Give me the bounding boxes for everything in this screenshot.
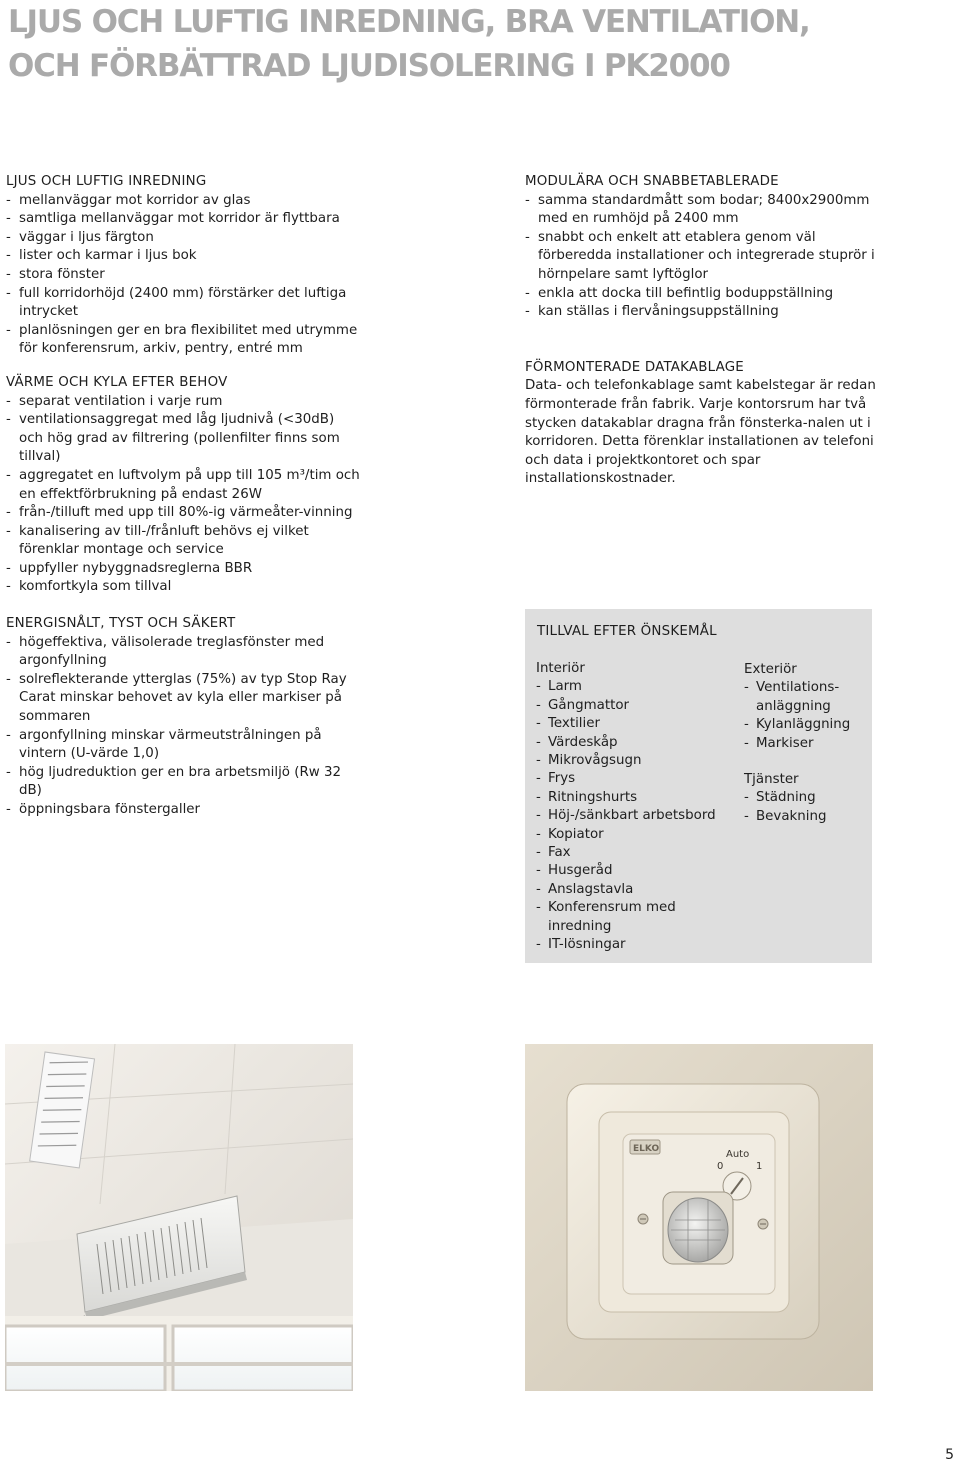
list-item: - kanalisering av till-/frånluft behövs ej vilket förenklar montage och service [6, 523, 362, 560]
right-column [525, 173, 885, 504]
list-item: - samma standardmått som bodar; 8400x2900mm med en rumhöjd på 2400 mm [525, 192, 885, 229]
left-column [6, 173, 362, 835]
section-heading: MODULÄRA OCH SNABBETABLERADE [525, 174, 779, 189]
section-heading: ENERGISNÅLT, TYST OCH SÄKERT [6, 616, 236, 632]
bullet-list [6, 393, 362, 598]
dial-one-label: 1 [756, 1161, 763, 1172]
options-box [525, 609, 872, 963]
options-subheading: Exteriör [744, 662, 797, 677]
list-item: - full korridorhöjd (2400 mm) förstärker det luftiga intrycket [6, 285, 362, 322]
elko-logo: ELKO [633, 1144, 660, 1154]
list-item: - Värdeskåp [536, 734, 736, 752]
bullet-list [744, 679, 869, 753]
list-item: - Ventilations-anläggning [744, 679, 869, 716]
options-subheading: Tjänster [744, 772, 799, 788]
section-heading: VÄRME OCH KYLA EFTER BEHOV [6, 374, 228, 390]
list-item: - Kylanläggning [744, 716, 869, 734]
list-item: - Frys [536, 770, 736, 788]
section-light-interior [6, 173, 362, 359]
list-item: - mellanväggar mot korridor av glas [6, 192, 362, 211]
list-item: - lister och karmar i ljus bok [6, 247, 362, 266]
list-item: - aggregatet en luftvolym på upp till 105 m³/tim och en effektförbrukning på endast 26W [6, 467, 362, 504]
list-item: - Mikrovågsugn [536, 752, 736, 770]
list-item: - Bevakning [744, 808, 869, 826]
page-title [8, 0, 948, 88]
list-item: - ventilationsaggregat med låg ljudnivå (<30dB) och hög grad av filtrering (pollenfilter finns som tillval) [6, 411, 362, 467]
list-item: - öppningsbara fönstergaller [6, 801, 362, 820]
list-item: - från-/tilluft med upp till 80%-ig värmeåter-vinning [6, 504, 362, 523]
list-item: - uppfyller nybyggnadsreglerna BBR [6, 560, 362, 579]
section-modular [525, 173, 885, 322]
list-item: - kan ställas i flervåningsuppställning [525, 303, 885, 322]
list-item: - Textilier [536, 715, 736, 733]
list-item: - samtliga mellanväggar mot korridor är flyttbara [6, 210, 362, 229]
section-data-cabling [525, 359, 885, 489]
page-title-line1: LJUS OCH LUFTIG INREDNING, BRA VENTILATION, [8, 4, 810, 40]
page-number: 5 [945, 1447, 954, 1463]
list-item: - solreflekterande ytterglas (75%) av typ Stop Ray Carat minskar behovet av kyla eller markiser på sommaren [6, 671, 362, 727]
section-heating-cooling [6, 374, 362, 597]
list-item: - snabbt och enkelt att etablera genom väl förberedda installationer och integrerade stuprör i hörnpelare samt lyftöglor [525, 229, 885, 285]
list-item: - argonfyllning minskar värmeutstrålningen på vintern (U-värde 1,0) [6, 727, 362, 764]
list-item: - väggar i ljus färgton [6, 229, 362, 248]
options-subheading: Interiör [536, 661, 585, 676]
bullet-list [6, 192, 362, 359]
list-item: - Konferensrum med inredning [536, 899, 736, 936]
list-item: - planlösningen ger en bra flexibilitet med utrymme för konferensrum, arkiv, pentry, entré mm [6, 322, 362, 359]
ventilation-unit-photo [5, 1044, 353, 1391]
section-paragraph: Data- och telefonkablage samt kabelstegar är redan förmonterade från fabrik. Varje kontorsrum har två stycken datakablar dragna från fönsterka-nalen ut i korridoren. Detta förenklar installationen av telefoni och data i projektkontoret och spar installationskostnader. [525, 378, 876, 487]
wall-control-photo [525, 1044, 873, 1391]
list-item: - Larm [536, 678, 736, 696]
list-item: - Husgeråd [536, 862, 736, 880]
list-item: - stora fönster [6, 266, 362, 285]
section-heading: LJUS OCH LUFTIG INREDNING [6, 174, 207, 189]
bullet-list [525, 192, 885, 322]
list-item: - högeffektiva, välisolerade treglasfönster med argonfyllning [6, 634, 362, 671]
list-item: - Ritningshurts [536, 789, 736, 807]
bullet-list [536, 678, 736, 954]
list-item: - Höj-/sänkbart arbetsbord [536, 807, 736, 825]
list-item: - Städning [744, 789, 869, 807]
list-item: - separat ventilation i varje rum [6, 393, 362, 412]
list-item: - Kopiator [536, 826, 736, 844]
list-item: - hög ljudreduktion ger en bra arbetsmiljö (Rw 32 dB) [6, 764, 362, 801]
list-item: - IT-lösningar [536, 936, 736, 954]
list-item: - Fax [536, 844, 736, 862]
options-interior-column [536, 660, 736, 955]
dial-zero-label: 0 [717, 1161, 724, 1172]
list-item: - Anslagstavla [536, 881, 736, 899]
list-item: - komfortkyla som tillval [6, 578, 362, 597]
list-item: - Gångmattor [536, 697, 736, 715]
page-title-line2: OCH FÖRBÄTTRAD LJUDISOLERING I PK2000 [8, 48, 730, 84]
bullet-list [6, 634, 362, 820]
options-box-title: TILLVAL EFTER ÖNSKEMÅL [537, 624, 717, 639]
list-item: - enkla att docka till befintlig boduppställning [525, 285, 885, 304]
dial-auto-label: Auto [726, 1149, 750, 1160]
section-energy [6, 615, 362, 820]
list-item: - Markiser [744, 735, 869, 753]
bullet-list [744, 789, 869, 826]
section-heading: FÖRMONTERADE DATAKABLAGE [525, 359, 744, 375]
options-exterior-column [744, 661, 869, 826]
